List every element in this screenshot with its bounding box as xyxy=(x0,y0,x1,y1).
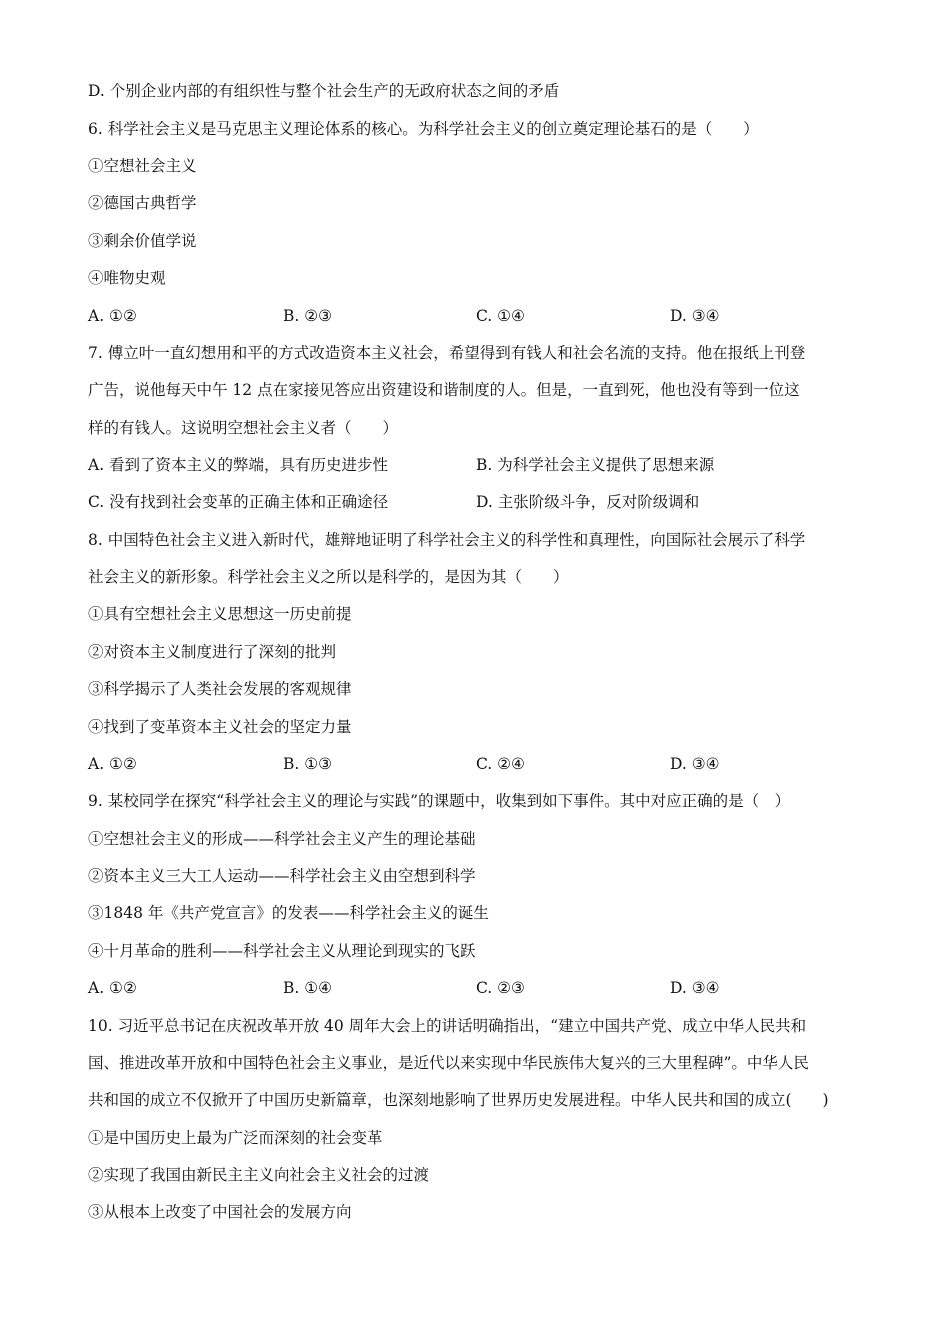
q8-item-4: ④找到了变革资本主义社会的坚定力量 xyxy=(88,718,352,736)
q10-stem-line-1: 10. 习近平总书记在庆祝改革开放 40 周年大会上的讲话明确指出，“建立中国共产党、成立中华人民共和 xyxy=(88,1017,807,1035)
q9-option-b[interactable]: B. ①④ xyxy=(283,979,333,997)
q6-option-b[interactable]: B. ②③ xyxy=(283,307,333,325)
q5-option-d: D. 个别企业内部的有组织性与整个社会生产的无政府状态之间的矛盾 xyxy=(88,82,560,100)
q9-item-1: ①空想社会主义的形成——科学社会主义产生的理论基础 xyxy=(88,830,476,848)
q10-item-1: ①是中国历史上最为广泛而深刻的社会变革 xyxy=(88,1129,383,1147)
q8-option-a[interactable]: A. ①② xyxy=(88,755,137,773)
q6-stem: 6. 科学社会主义是马克思主义理论体系的核心。为科学社会主义的创立奠定理论基石的是（ ） xyxy=(88,120,759,138)
q8-stem-line-2: 社会主义的新形象。科学社会主义之所以是科学的，是因为其（ ） xyxy=(88,568,569,586)
q8-item-3: ③科学揭示了人类社会发展的客观规律 xyxy=(88,680,352,698)
q8-options xyxy=(88,753,868,775)
q7-stem-line-2: 广告，说他每天中午 12 点在家接见答应出资建设和谐制度的人。但是，一直到死，他也没有等到一位这 xyxy=(88,381,800,399)
q7-options-row-1 xyxy=(88,454,868,476)
q6-options xyxy=(88,305,868,327)
q6-option-c[interactable]: C. ①④ xyxy=(476,307,525,325)
q10-stem-line-2: 国、推进改革开放和中国特色社会主义事业，是近代以来实现中华民族伟大复兴的三大里程碑”。中华人民 xyxy=(88,1054,809,1072)
q9-stem: 9. 某校同学在探究“科学社会主义的理论与实践”的课题中，收集到如下事件。其中对应正确的是（ ） xyxy=(88,792,791,810)
q9-option-a[interactable]: A. ①② xyxy=(88,979,137,997)
q6-item-4: ④唯物史观 xyxy=(88,269,166,287)
q7-options-row-2 xyxy=(88,491,868,513)
q9-options xyxy=(88,977,868,999)
q10-item-2: ②实现了我国由新民主主义向社会主义社会的过渡 xyxy=(88,1166,430,1184)
q9-item-3: ③1848 年《共产党宣言》的发表——科学社会主义的诞生 xyxy=(88,904,489,922)
q6-item-3: ③剩余价值学说 xyxy=(88,232,197,250)
q7-stem-line-1: 7. 傅立叶一直幻想用和平的方式改造资本主义社会，希望得到有钱人和社会名流的支持。他在报纸上刊登 xyxy=(88,344,806,362)
q7-option-b[interactable]: B. 为科学社会主义提供了思想来源 xyxy=(476,456,715,474)
q7-option-a[interactable]: A. 看到了资本主义的弊端，具有历史进步性 xyxy=(88,456,389,474)
q8-item-1: ①具有空想社会主义思想这一历史前提 xyxy=(88,605,352,623)
q7-option-d[interactable]: D. 主张阶级斗争，反对阶级调和 xyxy=(476,493,700,511)
q7-stem-line-3: 样的有钱人。这说明空想社会主义者（ ） xyxy=(88,419,399,437)
q8-option-c[interactable]: C. ②④ xyxy=(476,755,525,773)
q8-option-d[interactable]: D. ③④ xyxy=(670,755,720,773)
q8-stem-line-1: 8. 中国特色社会主义进入新时代，雄辩地证明了科学社会主义的科学性和真理性，向国际社会展示了科学 xyxy=(88,531,806,549)
q8-item-2: ②对资本主义制度进行了深刻的批判 xyxy=(88,643,337,661)
q9-option-c[interactable]: C. ②③ xyxy=(476,979,525,997)
q6-item-2: ②德国古典哲学 xyxy=(88,194,197,212)
q6-item-1: ①空想社会主义 xyxy=(88,157,197,175)
q6-option-d[interactable]: D. ③④ xyxy=(670,307,720,325)
q10-item-3: ③从根本上改变了中国社会的发展方向 xyxy=(88,1203,352,1221)
q9-item-2: ②资本主义三大工人运动——科学社会主义由空想到科学 xyxy=(88,867,476,885)
q8-option-b[interactable]: B. ①③ xyxy=(283,755,333,773)
q7-option-c[interactable]: C. 没有找到社会变革的正确主体和正确途径 xyxy=(88,493,389,511)
q9-item-4: ④十月革命的胜利——科学社会主义从理论到现实的飞跃 xyxy=(88,942,476,960)
q6-option-a[interactable]: A. ①② xyxy=(88,307,137,325)
q10-stem-line-3: 共和国的成立不仅掀开了中国历史新篇章，也深刻地影响了世界历史发展进程。中华人民共和国的成立( ) xyxy=(88,1091,829,1109)
q9-option-d[interactable]: D. ③④ xyxy=(670,979,720,997)
